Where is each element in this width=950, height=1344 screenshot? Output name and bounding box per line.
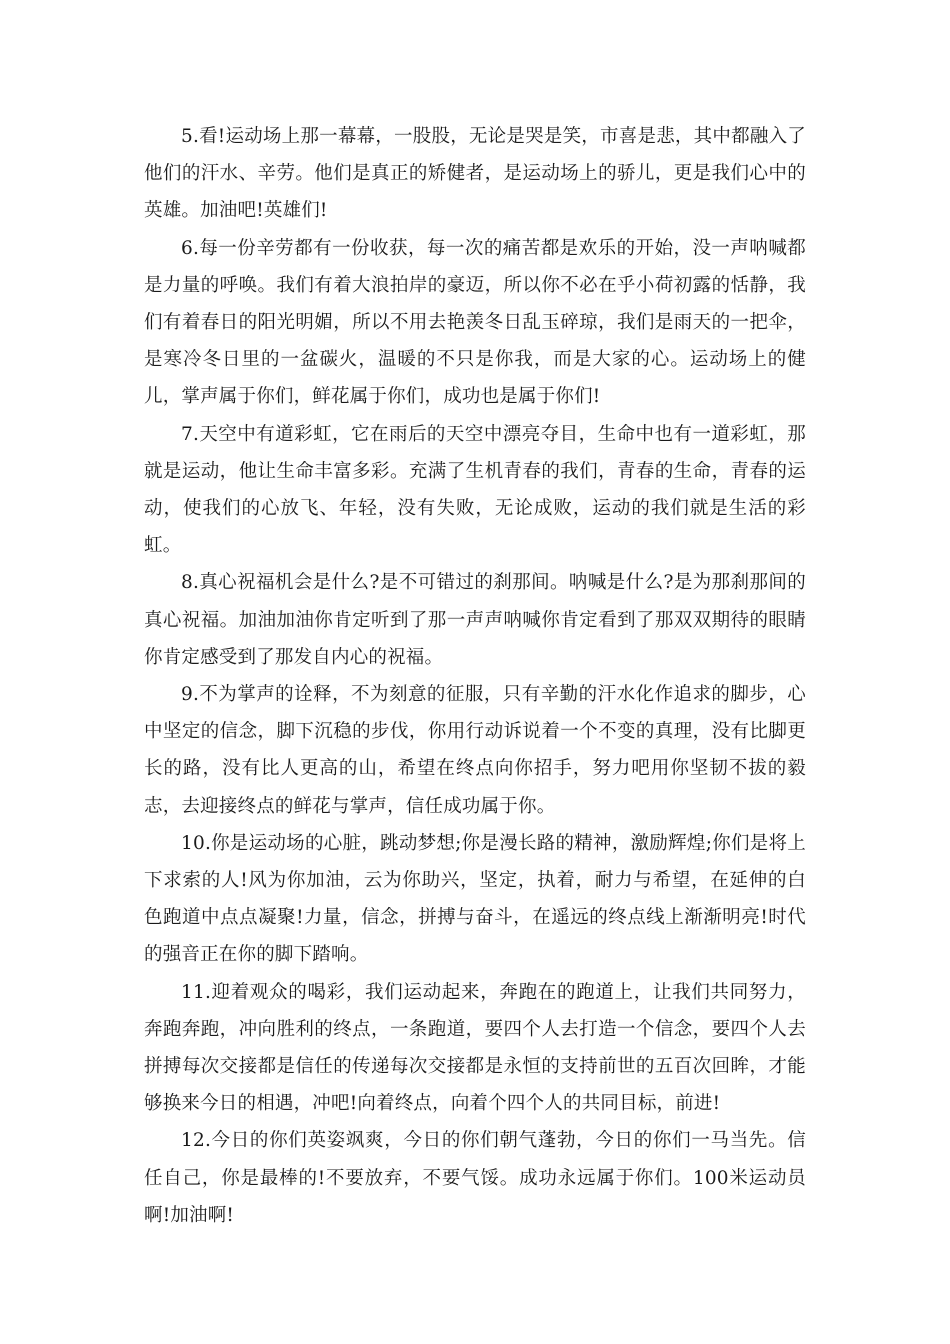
document-body [144, 118, 806, 1234]
paragraph-9: 9.不为掌声的诠释，不为刻意的征服，只有辛勤的汗水化作追求的脚步，心中坚定的信念，脚下沉稳的步伐，你用行动诉说着一个不变的真理，没有比脚更长的路，没有比人更高的山，希望在终点向你招手，努力吧用你坚韧不拔的毅志，去迎接终点的鲜花与掌声，信任成功属于你。 [144, 684, 806, 817]
paragraph-6: 6.每一份辛劳都有一份收获，每一次的痛苦都是欢乐的开始，没一声呐喊都是力量的呼唤。我们有着大浪拍岸的豪迈，所以你不必在乎小荷初露的恬静，我们有着春日的阳光明媚，所以不用去艳羡冬日乱玉碎琼，我们是雨天的一把伞，是寒冷冬日里的一盆碳火，温暖的不只是你我，而是大家的心。运动场上的健儿，掌声属于你们，鲜花属于你们，成功也是属于你们! [144, 237, 806, 408]
paragraph-11: 11.迎着观众的喝彩，我们运动起来，奔跑在的跑道上，让我们共同努力，奔跑奔跑，冲向胜利的终点，一条跑道，要四个人去打造一个信念，要四个人去拼搏每次交接都是信任的传递每次交接都是永恒的支持前世的五百次回眸，才能够换来今日的相遇，冲吧!向着终点，向着个四个人的共同目标，前进! [144, 981, 806, 1115]
paragraph-8: 8.真心祝福机会是什么?是不可错过的刹那间。呐喊是什么?是为那刹那间的真心祝福。加油加油你肯定听到了那一声声呐喊你肯定看到了那双双期待的眼睛你肯定感受到了那发自内心的祝福。 [144, 572, 806, 668]
paragraph-12: 12.今日的你们英姿飒爽，今日的你们朝气蓬勃，今日的你们一马当先。信任自己，你是最棒的!不要放弃，不要气馁。成功永远属于你们。100米运动员啊!加油啊! [144, 1130, 806, 1226]
paragraph-7: 7.天空中有道彩虹，它在雨后的天空中漂亮夺目，生命中也有一道彩虹，那就是运动，他让生命丰富多彩。充满了生机青春的我们，青春的生命，青春的运动，使我们的心放飞、年轻，没有失败，无论成败，运动的我们就是生活的彩虹。 [144, 423, 806, 557]
paragraph-5: 5.看!运动场上那一幕幕，一股股，无论是哭是笑，市喜是悲，其中都融入了他们的汗水、辛劳。他们是真正的矫健者，是运动场上的骄儿，更是我们心中的英雄。加油吧!英雄们! [144, 126, 806, 222]
paragraph-10: 10.你是运动场的心脏，跳动梦想;你是漫长路的精神，激励辉煌;你们是将上下求索的人!风为你加油，云为你助兴，坚定，执着，耐力与希望，在延伸的白色跑道中点点凝聚!力量，信念，拼搏与奋斗，在遥远的终点线上渐渐明亮!时代的强音正在你的脚下踏响。 [144, 832, 806, 966]
